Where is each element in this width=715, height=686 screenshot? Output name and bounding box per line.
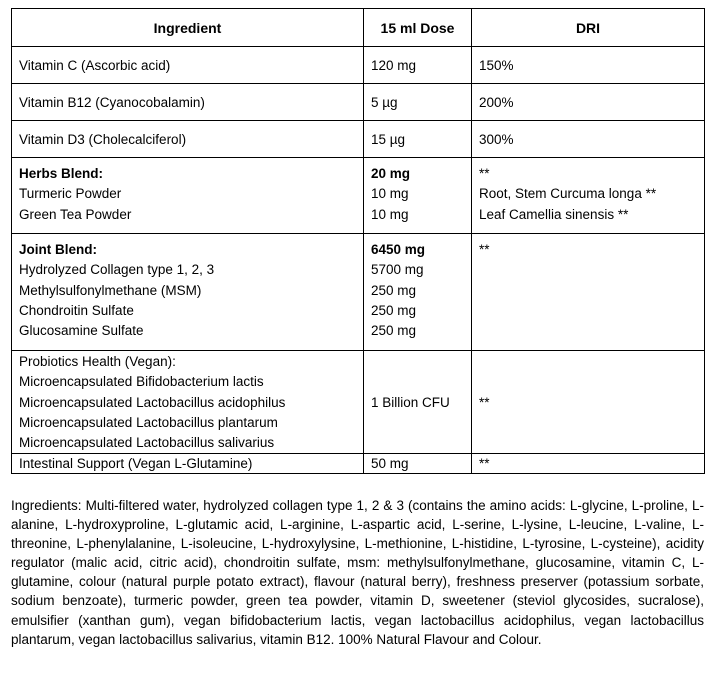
herbs-dose-cell [364, 158, 472, 234]
ingredient-cell: Intestinal Support (Vegan L-Glutamine) [12, 454, 364, 474]
dose-cell: 50 mg [364, 454, 472, 474]
joint-item-dose: 250 mg [371, 282, 417, 298]
joint-item-dose: 250 mg [371, 323, 417, 339]
dose-cell: 120 mg [364, 47, 472, 84]
probiotic-item: Microencapsulated Lactobacillus salivarius [19, 435, 275, 451]
table-header-row [12, 9, 705, 47]
dose-cell: 5 µg [364, 84, 472, 121]
joint-item-dose: 5700 mg [371, 262, 424, 278]
probiotic-item: Microencapsulated Lactobacillus plantarum [19, 414, 278, 430]
joint-dri-cell [472, 234, 705, 351]
joint-item-name: Hydrolyzed Collagen type 1, 2, 3 [19, 262, 215, 278]
header-dri: DRI [472, 9, 705, 47]
ingredients-paragraph: Ingredients: Multi-filtered water, hydrolyzed collagen type 1, 2 & 3 (contains the amino acids: L-glycine, L-proline, L-alanine, L-hydroxyproline, L-glutamic acid, L-arginine, L-aspartic acid, L-serine, L-lysine, L-leucine, L-valine, L-threonine, L-phenylalanine, L-isoleucine, L-hydroxylysine, L-methionine, L-histidine, L-tyrosine, L-cysteine), acidity regulator (malic acid, citric acid), chondroitin sulfate, msm: methylsulfonylmethane, glucosamine, vitamin C, L-glutamine, colour (natural purple potato extract), flavour (natural berry), freshness preserver (potassium sorbate, sodium benzoate), turmeric powder, green tea powder, vitamin D, sweetener (steviol glycosides, sucralose), emulsifier (xanthan gum), vegan bifidobacterium lactis, vegan lactobacillus acidophilus, vegan lactobacillus plantarum, vegan lactobacillus salivarius, vitamin B12. 100% Natural Flavour and Colour. [11, 498, 704, 647]
herb-item-name: Green Tea Powder [19, 206, 132, 222]
herbs-blend-dose: 20 mg [371, 166, 411, 181]
herbs-ingredient-cell [12, 158, 364, 234]
ingredient-cell: Vitamin C (Ascorbic acid) [12, 47, 364, 84]
probiotic-item: Microencapsulated Bifidobacterium lactis [19, 374, 264, 390]
probiotics-dri-cell: ** [472, 351, 705, 454]
joint-blend-row [12, 234, 705, 351]
probiotics-ingredient-cell [12, 351, 364, 454]
probiotics-row [12, 351, 705, 454]
herbs-blend-row [12, 158, 705, 234]
probiotic-item: Microencapsulated Lactobacillus acidophilus [19, 394, 286, 410]
joint-ingredient-cell [12, 234, 364, 351]
dri-cell: 150% [472, 47, 705, 84]
ingredient-cell: Vitamin D3 (Cholecalciferol) [12, 121, 364, 158]
herbs-blend-title: Herbs Blend: [19, 166, 104, 181]
joint-blend-dri: ** [479, 242, 490, 257]
joint-item-dose: 250 mg [371, 302, 417, 318]
dri-cell: 200% [472, 84, 705, 121]
herb-item-dose: 10 mg [371, 206, 409, 222]
header-dose: 15 ml Dose [364, 9, 472, 47]
probiotics-dose-cell: 1 Billion CFU [364, 351, 472, 454]
intestinal-support-row [12, 454, 705, 474]
nutrition-table [11, 8, 705, 474]
header-ingredient: Ingredient [12, 9, 364, 47]
joint-item-name: Chondroitin Sulfate [19, 302, 134, 318]
herb-item-dose: 10 mg [371, 186, 409, 202]
table-row [12, 121, 705, 158]
joint-blend-title: Joint Blend: [19, 242, 97, 257]
dri-cell: 300% [472, 121, 705, 158]
ingredient-cell: Vitamin B12 (Cyanocobalamin) [12, 84, 364, 121]
probiotics-title: Probiotics Health (Vegan): [19, 354, 176, 369]
joint-item-name: Glucosamine Sulfate [19, 323, 144, 339]
joint-blend-dose: 6450 mg [371, 242, 426, 257]
herb-item-dri: Root, Stem Curcuma longa ** [479, 186, 657, 202]
dose-cell: 15 µg [364, 121, 472, 158]
table-row [12, 84, 705, 121]
joint-dose-cell [364, 234, 472, 351]
herbs-dri-cell [472, 158, 705, 234]
dri-cell: ** [472, 454, 705, 474]
herb-item-name: Turmeric Powder [19, 186, 122, 202]
table-row [12, 47, 705, 84]
joint-item-name: Methylsulfonylmethane (MSM) [19, 282, 202, 298]
herbs-blend-dri: ** [479, 166, 490, 181]
herb-item-dri: Leaf Camellia sinensis ** [479, 206, 629, 222]
